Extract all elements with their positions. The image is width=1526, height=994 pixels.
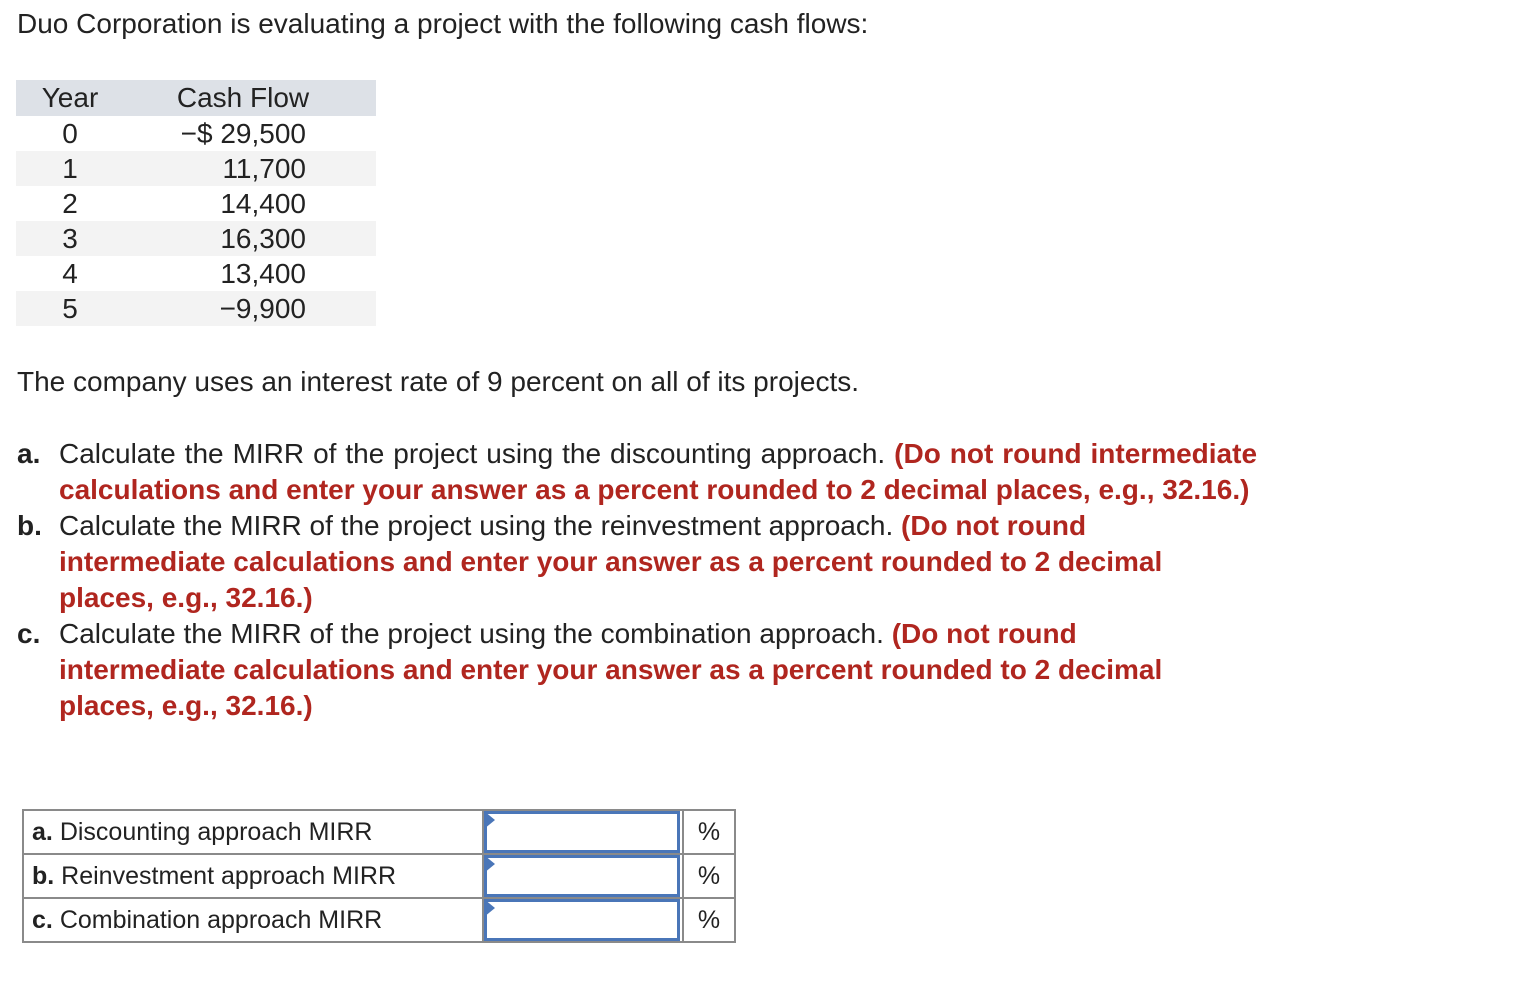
year-header: Year bbox=[41, 82, 99, 113]
cash-flow-table bbox=[16, 80, 376, 326]
answer-label-cell bbox=[23, 898, 483, 942]
cash-flow-cell: 11,700 bbox=[222, 152, 306, 184]
question-b bbox=[17, 508, 1257, 616]
question-note: (Do not round intermediate calculations and enter your answer as a percent rounded to 2 decimal places, e.g., 32.16.) bbox=[59, 510, 1163, 613]
answer-table bbox=[22, 809, 736, 943]
question-body bbox=[59, 616, 1209, 724]
table-row bbox=[16, 221, 376, 256]
question-letter: c. bbox=[17, 618, 41, 649]
answer-letter: a. bbox=[32, 817, 53, 846]
year-cell: 0 bbox=[62, 117, 78, 149]
year-cell: 1 bbox=[62, 152, 78, 184]
cash-flow-header-row bbox=[16, 80, 376, 116]
combination-mirr-input[interactable] bbox=[484, 899, 680, 941]
table-row bbox=[16, 116, 376, 151]
cash-flow-cell: 16,300 bbox=[220, 222, 306, 254]
answer-label: Discounting approach MIRR bbox=[59, 817, 373, 846]
reinvestment-mirr-input[interactable] bbox=[484, 855, 680, 897]
table-row bbox=[16, 256, 376, 291]
table-row bbox=[16, 186, 376, 221]
question-letter: a. bbox=[17, 438, 41, 469]
question-text: Calculate the MIRR of the project using the combination approach. bbox=[59, 618, 884, 649]
question-note: (Do not round intermediate calculations and enter your answer as a percent rounded to 2 decimal places, e.g., 32.16.) bbox=[59, 618, 1163, 721]
answer-label: Combination approach MIRR bbox=[59, 905, 383, 934]
cash-flow-header: Cash Flow bbox=[176, 82, 310, 113]
year-cell: 5 bbox=[62, 292, 78, 324]
table-row bbox=[23, 898, 735, 942]
percent-unit: % bbox=[683, 854, 735, 898]
question-text: Calculate the MIRR of the project using the reinvestment approach. bbox=[59, 510, 894, 541]
year-cell: 2 bbox=[62, 187, 78, 219]
answer-input-cell bbox=[483, 898, 683, 942]
question-text: Calculate the MIRR of the project using the discounting approach. bbox=[59, 438, 886, 469]
answer-label-cell bbox=[23, 810, 483, 854]
question-letter: b. bbox=[17, 510, 42, 541]
interest-rate-statement: The company uses an interest rate of 9 percent on all of its projects. bbox=[17, 366, 859, 397]
cash-flow-cell: 13,400 bbox=[220, 257, 306, 289]
cash-flow-cell: −$ 29,500 bbox=[180, 117, 306, 149]
question-note: (Do not round intermediate calculations and enter your answer as a percent rounded to 2 decimal places, e.g., 32.16.) bbox=[59, 438, 1258, 505]
answer-letter: c. bbox=[32, 905, 53, 934]
answer-label: Reinvestment approach MIRR bbox=[61, 861, 397, 890]
question-body bbox=[59, 436, 1257, 508]
table-row bbox=[16, 151, 376, 186]
table-row bbox=[23, 810, 735, 854]
percent-unit: % bbox=[683, 810, 735, 854]
year-cell: 4 bbox=[62, 257, 78, 289]
discounting-mirr-input[interactable] bbox=[484, 811, 680, 853]
question-list bbox=[17, 436, 1257, 724]
year-cell: 3 bbox=[62, 222, 78, 254]
question-a bbox=[17, 436, 1257, 508]
percent-unit: % bbox=[683, 898, 735, 942]
answer-label-cell bbox=[23, 854, 483, 898]
question-body bbox=[59, 508, 1209, 616]
answer-input-cell bbox=[483, 810, 683, 854]
question-c bbox=[17, 616, 1257, 724]
table-row bbox=[23, 854, 735, 898]
cash-flow-cell: 14,400 bbox=[220, 187, 306, 219]
cash-flow-cell: −9,900 bbox=[219, 292, 306, 324]
answer-letter: b. bbox=[32, 861, 55, 890]
answer-input-cell bbox=[483, 854, 683, 898]
table-row bbox=[16, 291, 376, 326]
problem-intro: Duo Corporation is evaluating a project with the following cash flows: bbox=[17, 8, 869, 39]
